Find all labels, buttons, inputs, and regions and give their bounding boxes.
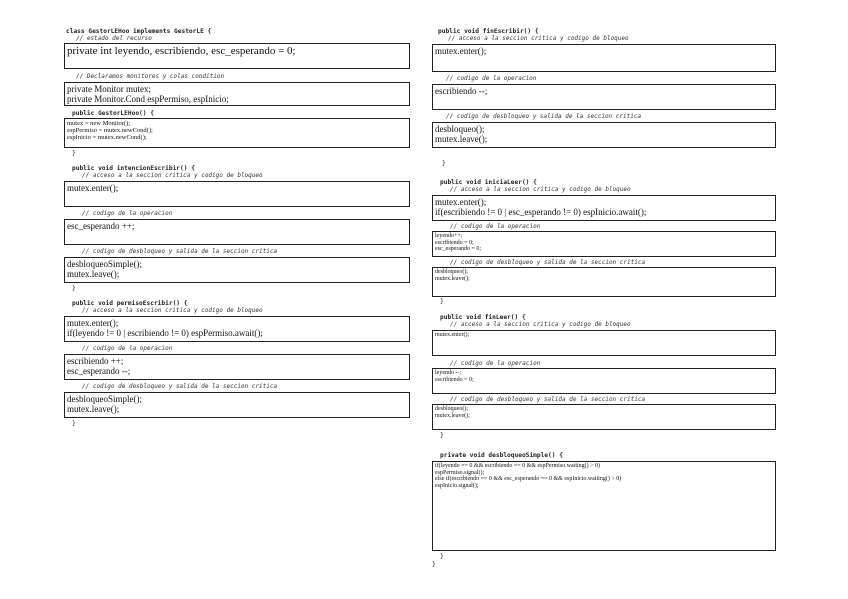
box-operacion — [432, 231, 776, 257]
box-operacion — [432, 368, 776, 394]
code-line: escribiendo --; — [435, 86, 488, 96]
code-line: mutex.enter(); — [435, 332, 470, 338]
box-estado — [64, 43, 410, 69]
code-line: mutex.leave(); — [435, 412, 470, 419]
code-line: mutex = new Monitor(); — [67, 120, 131, 127]
box-desbloqueo — [432, 267, 776, 297]
class-header: class GestorLEHoo implements GestorLE { — [66, 28, 212, 35]
comment-operacion: // codigo de la operacion — [450, 360, 541, 367]
code-line: if(leyendo != 0 | escribiendo != 0) espPermiso.await(); — [67, 328, 263, 338]
method-iniciaLeer-header: public void iniciaLeer() { — [440, 179, 537, 186]
box-acceso — [432, 330, 776, 356]
constructor-close: } — [72, 150, 76, 157]
code-line: escribiendo = 0; — [435, 376, 474, 383]
comment-desbloqueo: // codigo de desbloqueo y salida de la seccion critica — [450, 396, 646, 403]
comment-operacion: // codigo de la operacion — [450, 223, 541, 230]
code-line: espInicio = mutex.newCond(); — [67, 134, 147, 141]
code-line: mutex.enter(); — [67, 318, 119, 328]
code-line: private int leyendo, escribiendo, esc_esperando = 0; — [67, 45, 296, 57]
comment-declaramos: // Declaramos monitores y colas condition — [76, 73, 225, 80]
comment-desbloqueo: // codigo de desbloqueo y salida de la seccion critica — [82, 248, 278, 255]
method-close: } — [72, 285, 76, 292]
comment-acceso: // acceso a la seccion critica y codigo de bloqueo — [450, 321, 631, 328]
code-line: espInicio.signal(); — [435, 482, 479, 489]
code-line: desbloqueoSimple(); — [67, 259, 142, 269]
code-line: mutex.leave(); — [67, 404, 120, 414]
code-line: private Monitor mutex; — [67, 84, 151, 94]
method-permisoEscribir-header: public void permisoEscribir() { — [72, 300, 188, 307]
code-line: esc_esperando ++; — [67, 221, 135, 231]
box-desbloqueo — [64, 257, 410, 283]
box-desbloqueoSimple — [432, 461, 776, 551]
box-operacion — [64, 354, 410, 380]
code-line: private Monitor.Cond espPermiso, espInicio; — [67, 94, 229, 104]
box-desbloqueo — [432, 122, 776, 148]
code-line: leyendo --; — [435, 370, 462, 376]
comment-acceso: // acceso a la seccion critica y codigo de bloqueo — [82, 172, 263, 179]
box-acceso — [432, 44, 776, 72]
comment-acceso: // acceso a la seccion critica y codigo de bloqueo — [82, 307, 263, 314]
code-line: escribiendo = 0; — [435, 239, 474, 246]
box-operacion — [432, 84, 776, 110]
code-line: espPermiso = mutex.newCond(); — [67, 127, 153, 134]
box-operacion — [64, 219, 410, 245]
code-line: mutex.enter(); — [435, 46, 487, 56]
comment-desbloqueo: // codigo de desbloqueo y salida de la seccion critica — [450, 259, 646, 266]
box-desbloqueo — [432, 404, 776, 430]
box-desbloqueo — [64, 392, 410, 418]
code-line: desbloqueo(); — [435, 124, 485, 134]
code-line: mutex.leave(); — [67, 269, 120, 279]
code-line: mutex.leave(); — [435, 275, 470, 282]
code-line: desbloqueoSimple(); — [67, 394, 142, 404]
box-acceso — [64, 181, 410, 207]
code-line: leyendo++; — [435, 233, 463, 239]
box-acceso — [432, 195, 776, 221]
method-finLeer-header: public void finLeer() { — [440, 314, 526, 321]
method-close: } — [440, 298, 444, 305]
code-line: desbloqueo(); — [435, 269, 468, 275]
comment-operacion: // codigo de la operacion — [82, 210, 173, 217]
box-monitores — [64, 82, 410, 106]
comment-operacion: // codigo de la operacion — [82, 345, 173, 352]
code-line: espPermiso.signal(); — [435, 469, 485, 476]
code-line: else if(escribiendo == 0 && esc_esperando == 0 && espInicio.waiting() > 0) — [435, 476, 622, 483]
code-line: esc_esperando = 0; — [435, 246, 482, 253]
comment-desbloqueo: // codigo de desbloqueo y salida de la seccion critica — [82, 383, 278, 390]
method-finEscribir-header: public void finEscribir() { — [438, 28, 539, 35]
code-line: if(leyendo == 0 && escribiendo == 0 && espPermiso.waiting() > 0) — [435, 463, 601, 469]
method-close: } — [442, 160, 446, 167]
comment-operacion: // codigo de la operacion — [446, 75, 537, 82]
code-line: mutex.enter(); — [435, 197, 487, 207]
code-line: mutex.leave(); — [435, 134, 488, 144]
method-close: } — [440, 553, 444, 560]
code-line: desbloqueo(); — [435, 406, 468, 412]
comment-acceso: // acceso a la seccion critica y codigo de bloqueo — [448, 35, 629, 42]
code-line: escribiendo ++; — [67, 356, 124, 366]
comment-acceso: // acceso a la seccion critica y codigo de bloqueo — [450, 186, 631, 193]
box-constructor — [64, 118, 410, 148]
comment-estado: // estado del recurso — [76, 35, 152, 42]
method-close: } — [440, 432, 444, 439]
constructor-header: public GestorLEHoo() { — [72, 110, 154, 117]
box-acceso — [64, 316, 410, 342]
code-line: esc_esperando --; — [67, 366, 131, 376]
method-intencionEscribir-header: public void intencionEscribir() { — [72, 165, 195, 172]
class-close: } — [432, 561, 436, 568]
code-line: if(escribiendo != 0 | esc_esperando != 0) espInicio.await(); — [435, 207, 647, 217]
comment-desbloqueo: // codigo de desbloqueo y salida de la seccion critica — [446, 113, 642, 120]
method-close: } — [72, 420, 76, 427]
method-desbloqueoSimple-header: private void desbloqueoSimple() { — [440, 452, 563, 459]
code-line: mutex.enter(); — [67, 183, 119, 193]
